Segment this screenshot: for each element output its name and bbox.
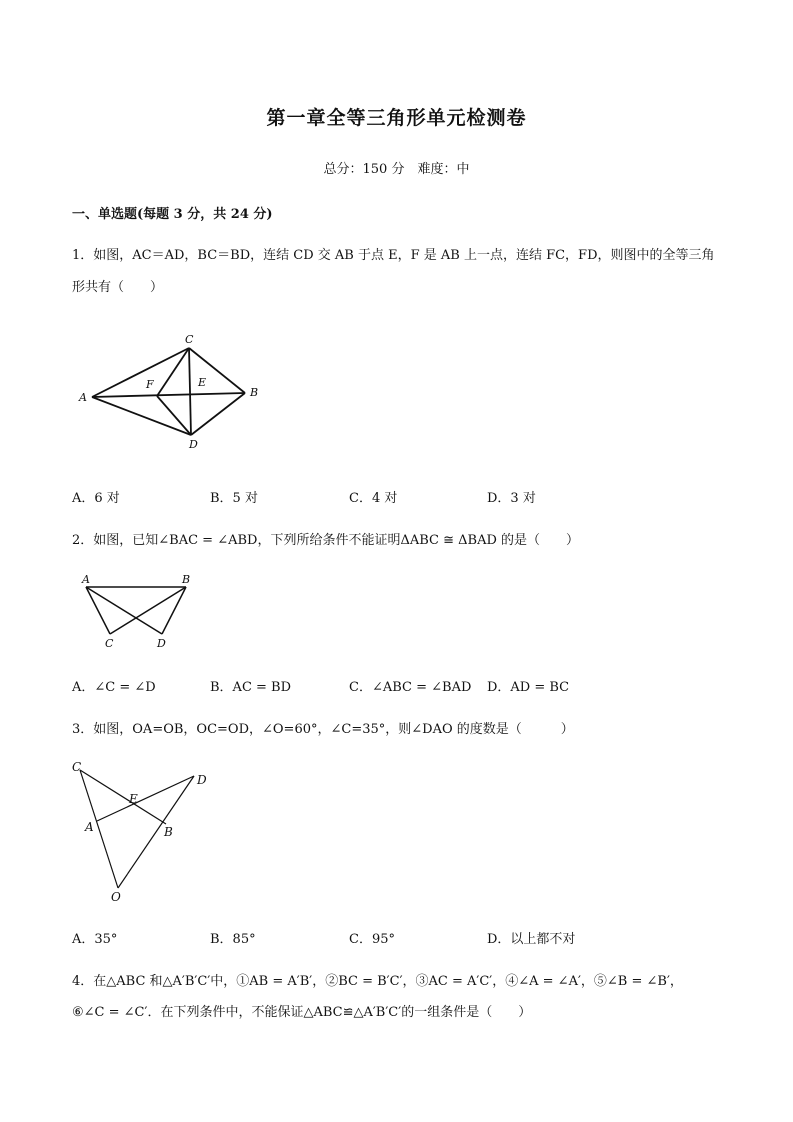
- q3-label-b: B: [164, 825, 173, 839]
- q3-label-a: A: [85, 820, 94, 834]
- q1-option-a: A．6 对: [72, 491, 120, 506]
- q3-stem: 3．如图，OA=OB，OC=OD，∠O=60°，∠C=35°，则∠DAO 的度数是（ ）: [72, 722, 574, 737]
- q2-label-b: B: [182, 573, 191, 586]
- q2-figure: [76, 572, 206, 652]
- q2-option-d: D．AD = BC: [487, 680, 570, 695]
- page-title: 第一章全等三角形单元检测卷: [266, 107, 527, 129]
- q2-option-c: C．∠ABC = ∠BAD: [349, 680, 472, 695]
- q2-label-d: D: [157, 637, 166, 650]
- q1-label-a: A: [79, 391, 87, 404]
- q1-option-c: C．4 对: [349, 491, 398, 506]
- q2-option-a: A．∠C = ∠D: [72, 680, 156, 695]
- q2-stem: 2．如图，已知∠BAC = ∠ABD，下列所给条件不能证明ΔABC ≅ ΔBAD 的是（ ）: [72, 533, 580, 548]
- q4-stem-line1: 4．在△ABC 和△A′B′C′中，①AB = A′B′，②BC = B′C′，③AC = A′C′，④∠A = ∠A′，⑤∠B = ∠B′，: [72, 974, 683, 989]
- section-heading: 一、单选题(每题 3 分，共 24 分): [72, 207, 273, 222]
- q3-label-o: O: [111, 890, 121, 904]
- q1-stem-line1: 1．如图，AC＝AD，BC＝BD，连结 CD 交 AB 于点 E，F 是 AB 上一点，连结 FC，FD，则图中的全等三角: [72, 248, 715, 263]
- q1-label-f: F: [146, 378, 154, 391]
- q2-label-a: A: [82, 573, 90, 586]
- q1-label-e: E: [198, 376, 207, 389]
- q3-figure: [66, 758, 216, 908]
- score-line: 总分：150 分 难度：中: [323, 162, 470, 177]
- q1-option-b: B．5 对: [210, 491, 258, 506]
- q1-label-b: B: [250, 386, 259, 399]
- q3-label-c: C: [72, 760, 82, 774]
- q3-label-d: D: [197, 773, 207, 787]
- q3-label-e: E: [129, 792, 138, 806]
- q1-stem-line2: 形共有（ ）: [72, 280, 164, 295]
- q2-label-c: C: [105, 637, 114, 650]
- q1-option-d: D．3 对: [487, 491, 536, 506]
- q1-label-d: D: [189, 438, 198, 451]
- q1-figure: [72, 330, 272, 455]
- q1-label-c: C: [185, 333, 194, 346]
- q3-option-d: D．以上都不对: [487, 932, 576, 947]
- q3-option-c: C．95°: [349, 932, 395, 947]
- q4-stem-line2: ⑥∠C = ∠C′．在下列条件中，不能保证△ABC≌△A′B′C′的一组条件是（ ）: [72, 1005, 532, 1020]
- q2-option-b: B．AC = BD: [210, 680, 292, 695]
- q3-option-b: B．85°: [210, 932, 256, 947]
- q3-option-a: A．35°: [72, 932, 118, 947]
